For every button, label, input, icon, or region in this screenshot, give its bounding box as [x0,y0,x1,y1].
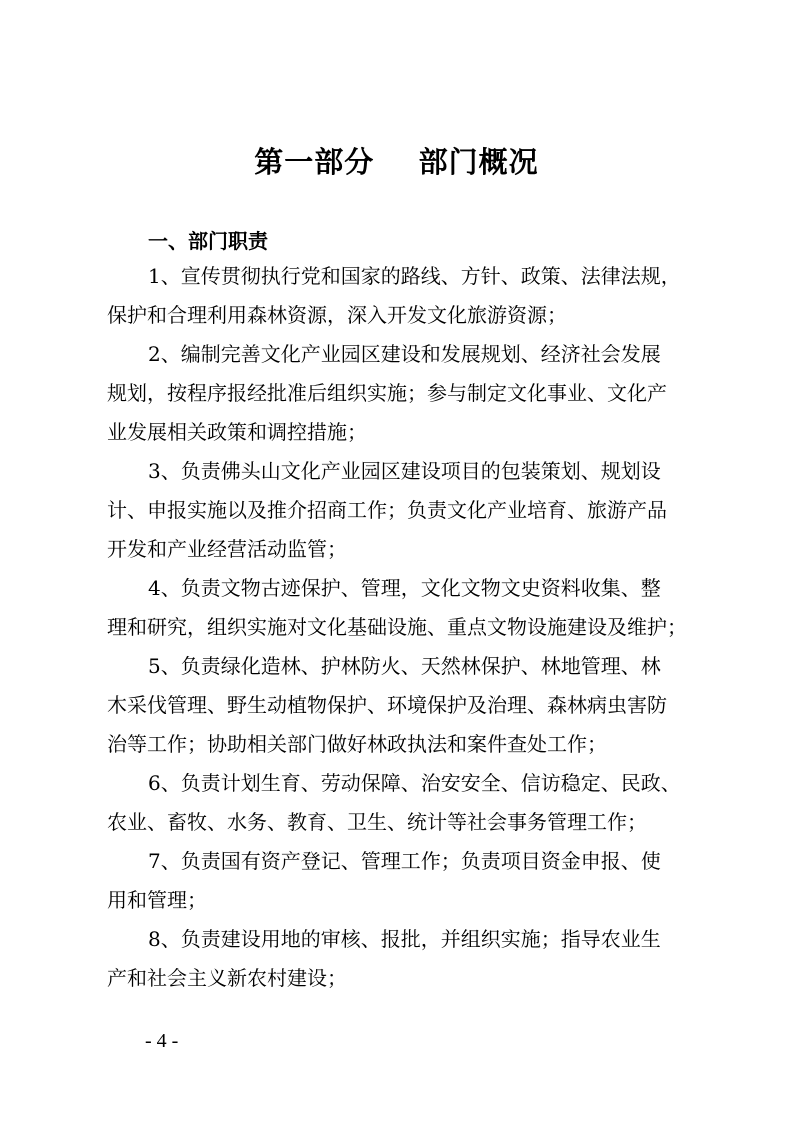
document-body [107,257,697,998]
section-heading: 一、部门职责 [148,229,268,253]
text-line: 6、负责计划生育、劳动保障、治安安全、信访稳定、民政、 [148,771,681,795]
text-line: 5、负责绿化造林、护林防火、天然林保护、林地管理、林 [148,654,661,678]
text-line: 理和研究，组织实施对文化基础设施、重点文物设施建设及维护； [107,615,687,639]
text-line: 2、编制完善文化产业园区建设和发展规划、经济社会发展 [148,342,661,366]
text-line: 8、负责建设用地的审核、报批，并组织实施；指导农业生 [148,927,661,951]
text-line: 产和社会主义新农村建设； [107,966,347,990]
text-line: 保护和合理利用森林资源，深入开发文化旅游资源； [107,303,567,327]
text-line: 计、申报实施以及推介招商工作；负责文化产业培育、旅游产品 [107,498,667,522]
text-line: 治等工作；协助相关部门做好林政执法和案件查处工作； [107,732,607,756]
text-line: 农业、畜牧、水务、教育、卫生、统计等社会事务管理工作； [107,810,647,834]
text-line: 木采伐管理、野生动植物保护、环境保护及治理、森林病虫害防 [107,693,667,717]
text-line: 业发展相关政策和调控措施； [107,420,367,444]
text-line: 用和管理； [107,888,207,912]
text-line: 1、宣传贯彻执行党和国家的路线、方针、政策、法律法规， [148,264,681,288]
text-line: 3、负责佛头山文化产业园区建设项目的包装策划、规划设 [148,459,661,483]
text-line: 规划，按程序报经批准后组织实施；参与制定文化事业、文化产 [107,381,667,405]
page-number: - 4 - [145,1030,179,1052]
text-line: 开发和产业经营活动监管； [107,537,347,561]
text-line: 7、负责国有资产登记、管理工作；负责项目资金申报、使 [148,849,661,873]
text-line: 4、负责文物古迹保护、管理，文化文物文史资料收集、整 [148,576,661,600]
page-title: 第一部分 部门概况 [254,145,539,179]
